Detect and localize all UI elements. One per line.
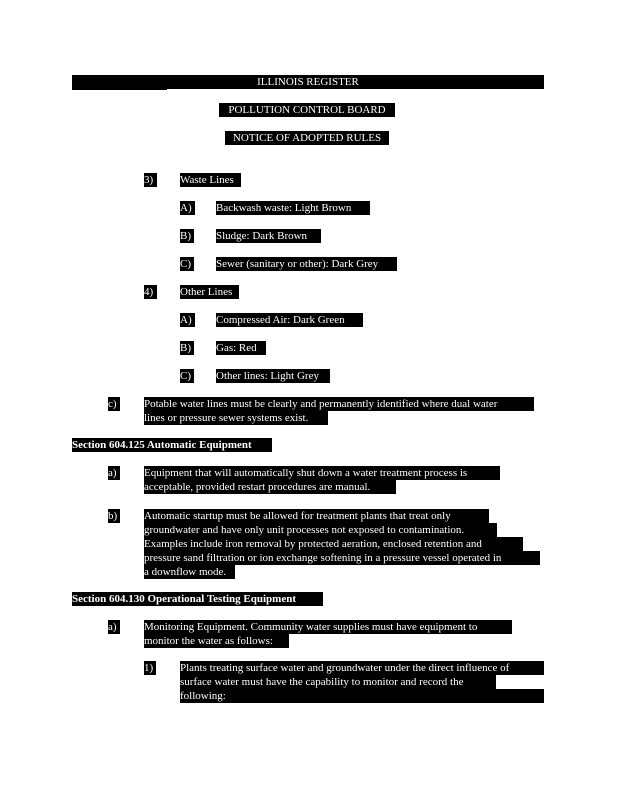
item-c-line2: lines or pressure sewer systems exist. [144,411,328,425]
register-title: ILLINOIS REGISTER [72,75,544,89]
section-130-a-number: a) [108,620,120,634]
section-130-a-line1: Monitoring Equipment. Community water supplies must have equipment to [144,620,512,634]
waste-a-number: A) [180,201,195,215]
section-130-heading: Section 604.130 Operational Testing Equipment [72,592,323,606]
other-a-text: Compressed Air: Dark Green [216,313,363,327]
other-a-number: A) [180,313,195,327]
waste-b-text: Sludge: Dark Brown [216,229,321,243]
other-lines-number: 4) [144,285,157,299]
other-b-number: B) [180,341,194,355]
other-c-text: Other lines: Light Grey [216,369,330,383]
waste-c-number: C) [180,257,194,271]
waste-b-number: B) [180,229,194,243]
section-125-b-line2: groundwater and have only unit processes not exposed to contamination. [144,523,497,537]
section-125-heading: Section 604.125 Automatic Equipment [72,438,272,452]
waste-c-text: Sewer (sanitary or other): Dark Grey [216,257,397,271]
section-125-b-line1: Automatic startup must be allowed for treatment plants that treat only [144,509,489,523]
section-125-b-line4: pressure sand filtration or ion exchange softening in a pressure vessel operated in [144,551,540,565]
section-130-a-line2: monitor the water as follows: [144,634,289,648]
other-lines-label: Other Lines [180,285,239,299]
section-125-b-line3: Examples include iron removal by protected aeration, enclosed retention and [144,537,523,551]
board-title: POLLUTION CONTROL BOARD [219,103,395,117]
section-130-1-line3: following: [180,689,544,703]
header-rule [72,89,167,90]
waste-lines-label: Waste Lines [180,173,241,187]
other-c-number: C) [180,369,194,383]
section-130-1-number: 1) [144,661,156,675]
section-125-a-line1: Equipment that will automatically shut down a water treatment process is [144,466,500,480]
section-125-a-line2: acceptable, provided restart procedures are manual. [144,480,396,494]
waste-a-text: Backwash waste: Light Brown [216,201,370,215]
notice-title: NOTICE OF ADOPTED RULES [225,131,389,145]
section-130-1-line1: Plants treating surface water and groundwater under the direct influence of [180,661,544,675]
waste-lines-number: 3) [144,173,157,187]
section-125-a-number: a) [108,466,120,480]
other-b-text: Gas: Red [216,341,266,355]
item-c-line1: Potable water lines must be clearly and permanently identified where dual water [144,397,534,411]
item-c-number: c) [108,397,120,411]
section-130-1-line2: surface water must have the capability to monitor and record the [180,675,496,689]
section-125-b-number: b) [108,509,120,523]
section-125-b-line5: a downflow mode. [144,565,235,579]
